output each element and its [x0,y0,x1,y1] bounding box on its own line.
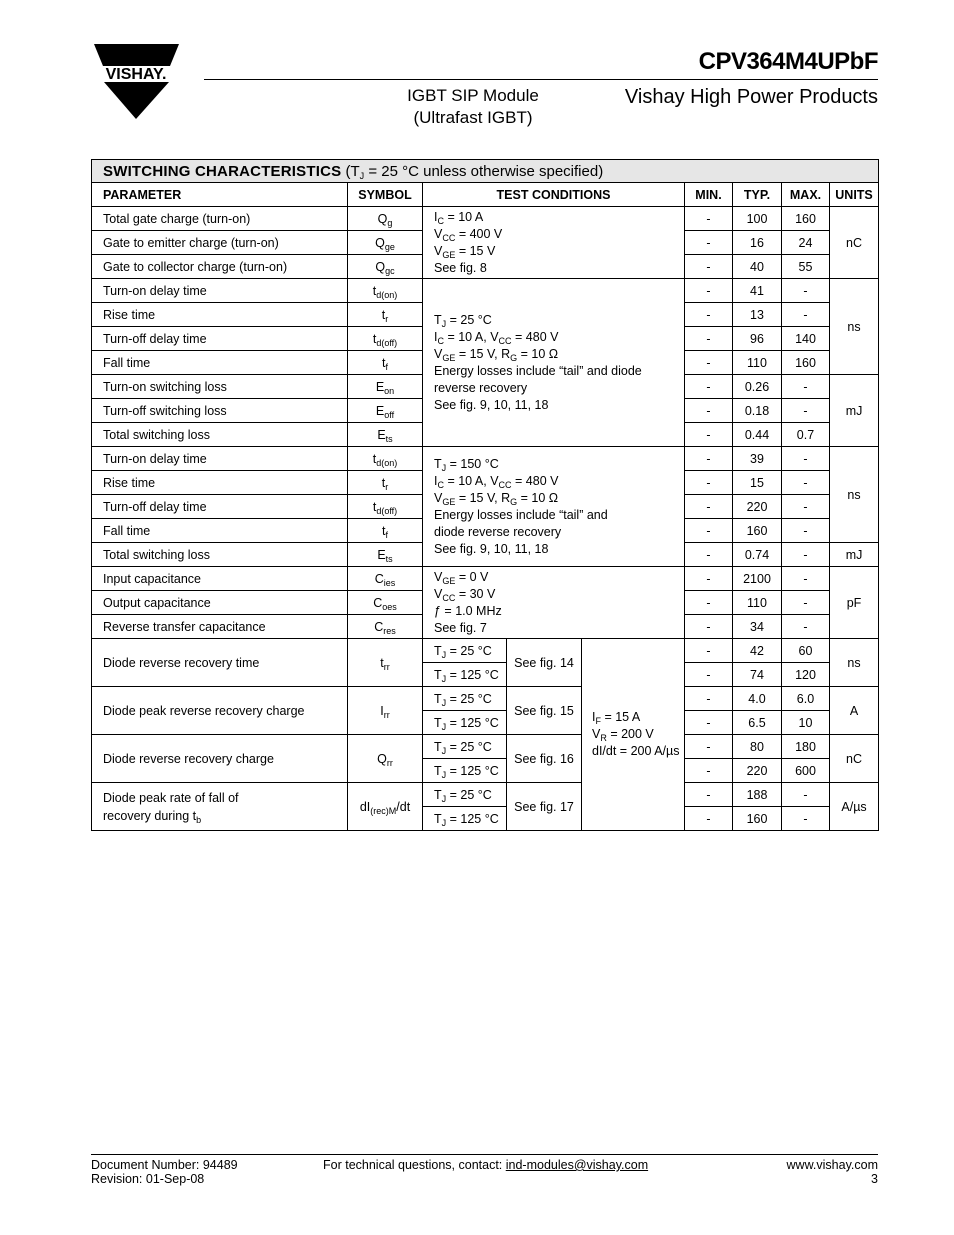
table-row: Diode peak rate of fall of recovery during $t_b$ $dI_{(rec)M}/dt$ $T_J = 25$ °C See fig. 17 - 188 - A/µs [92,783,879,807]
col-header-typ: TYP. [733,183,782,207]
table-row: Total switching loss $E_{ts}$ - 0.74 - mJ [92,543,879,567]
svg-text:VISHAY.: VISHAY. [105,66,167,83]
website[interactable]: www.vishay.com [786,1158,878,1172]
unit-cell: nC [830,735,879,783]
table-row: Input capacitance $C_{ies}$ $V_{GE} = 0$ V $V_{CC} = 30$ V ƒ = 1.0 MHz See fig. 7 - 2100 - pF [92,567,879,591]
unit-cell: mJ [830,375,879,447]
revision: Revision: 01-Sep-08 [91,1172,205,1186]
table-row: Turn-off delay time $t_{d(off)}$ - 220 - [92,495,879,519]
unit-cell: mJ [830,543,879,567]
footer-site-info [787,1158,878,1186]
unit-cell: ns [830,639,879,687]
unit-cell: A [830,687,879,735]
table-row: Turn-on delay time $t_{d(on)}$ $T_J = 25$ °C $I_C = 10$ A, $V_{CC} = 480$ V $V_{GE} = 15$ V, $R_G = 10$ Ω Energy losses include “tail” and diode reverse recovery See fig. 9, 10, 11, 18 - 41 - ns [92,279,879,303]
table-row: Total gate charge (turn-on) $Q_g$ $I_C = 10$ A $V_{CC} = 400$ V $V_{GE} = 15$ V See fig. 8 - 100 160 nC [92,207,879,231]
table-row: $T_J = 125$ °C - 220 600 [92,759,879,783]
test-conditions-switching-25c: $T_J = 25$ °C $I_C = 10$ A, $V_{CC} = 480$ V $V_{GE} = 15$ V, $R_G = 10$ Ω Energy losses include “tail” and diode reverse recovery See fig. 9, 10, 11, 18 [423,279,685,447]
col-header-units: UNITS [830,183,879,207]
product-subtitle [393,85,553,129]
table-row: Diode reverse recovery time $t_{rr}$ $T_J = 25$ °C See fig. 14 $I_F = 15$ A $V_R = 200$ V dI/dt = 200 A/µs - 42 60 ns [92,639,879,663]
table-row: Fall time $t_f$ - 160 - [92,519,879,543]
table-row: $T_J = 125$ °C - 160 - [92,807,879,831]
table-row: Turn-off delay time $t_{d(off)}$ - 96 140 [92,327,879,351]
table-row: Gate to emitter charge (turn-on) $Q_{ge}$ - 16 24 [92,231,879,255]
document-number: Document Number: 94489 [91,1158,238,1172]
table-row: Diode reverse recovery charge $Q_{rr}$ $T_J = 25$ °C See fig. 16 - 80 180 nC [92,735,879,759]
col-header-min: MIN. [685,183,733,207]
table-title: SWITCHING CHARACTERISTICS ($T_J = 25$ °C unless otherwise specified) [92,160,879,183]
table-row: Rise time $t_r$ - 13 - [92,303,879,327]
footer-rule [91,1154,878,1155]
table-row: $T_J = 125$ °C - 74 120 [92,663,879,687]
table-row: Fall time $t_f$ - 110 160 [92,351,879,375]
unit-cell: ns [830,447,879,543]
test-conditions-diode: $I_F = 15$ A $V_R = 200$ V dI/dt = 200 A/µs [582,639,685,831]
contact-email-link[interactable]: ind-modules@vishay.com [505,1158,649,1172]
table-row: Reverse transfer capacitance $C_{res}$ - 34 - [92,615,879,639]
footer-doc-info [91,1158,238,1186]
table-row: Total switching loss $E_{ts}$ - 0.44 0.7 [92,423,879,447]
subtitle-line: IGBT SIP Module [407,86,539,105]
table-row: Turn-on switching loss $E_{on}$ - 0.26 - mJ [92,375,879,399]
table-row: $T_J = 125$ °C - 6.5 10 [92,711,879,735]
col-header-test-conditions: TEST CONDITIONS [423,183,685,207]
table-row: Turn-off switching loss $E_{off}$ - 0.18 - [92,399,879,423]
subtitle-line: (Ultrafast IGBT) [413,108,533,127]
table-row: Diode peak reverse recovery charge $I_{rr}$ $T_J = 25$ °C See fig. 15 - 4.0 6.0 A [92,687,879,711]
test-conditions-capacitance: $V_{GE} = 0$ V $V_{CC} = 30$ V ƒ = 1.0 MHz See fig. 7 [423,567,685,639]
table-row: Turn-on delay time $t_{d(on)}$ $T_J = 150$ °C $I_C = 10$ A, $V_{CC} = 480$ V $V_{GE} = 15$ V, $R_G = 10$ Ω Energy losses include “tail” and diode reverse recovery See fig. 9, 10, 11, 18 - 39 - ns [92,447,879,471]
vishay-logo [90,44,183,120]
footer-contact: For technical questions, contact: ind-modules@vishay.com [323,1158,649,1172]
unit-cell: A/µs [830,783,879,831]
table-row: Rise time $t_r$ - 15 - [92,471,879,495]
division-name: Vishay High Power Products [624,86,878,108]
col-header-parameter: PARAMETER [92,183,348,207]
col-header-max: MAX. [782,183,830,207]
part-number: CPV364M4UPbF [698,48,878,75]
unit-cell: ns [830,279,879,375]
page-number: 3 [871,1172,878,1186]
unit-cell: pF [830,567,879,639]
switching-characteristics-table [91,159,879,831]
col-header-symbol: SYMBOL [348,183,423,207]
table-row: Gate to collector charge (turn-on) $Q_{gc}$ - 40 55 [92,255,879,279]
test-conditions-switching-150c: $T_J = 150$ °C $I_C = 10$ A, $V_{CC} = 480$ V $V_{GE} = 15$ V, $R_G = 10$ Ω Energy losses include “tail” and diode reverse recovery See fig. 9, 10, 11, 18 [423,447,685,567]
header-rule [204,79,878,80]
unit-cell: nC [830,207,879,279]
test-conditions-gate: $I_C = 10$ A $V_{CC} = 400$ V $V_{GE} = 15$ V See fig. 8 [423,207,685,279]
table-row: Output capacitance $C_{oes}$ - 110 - [92,591,879,615]
